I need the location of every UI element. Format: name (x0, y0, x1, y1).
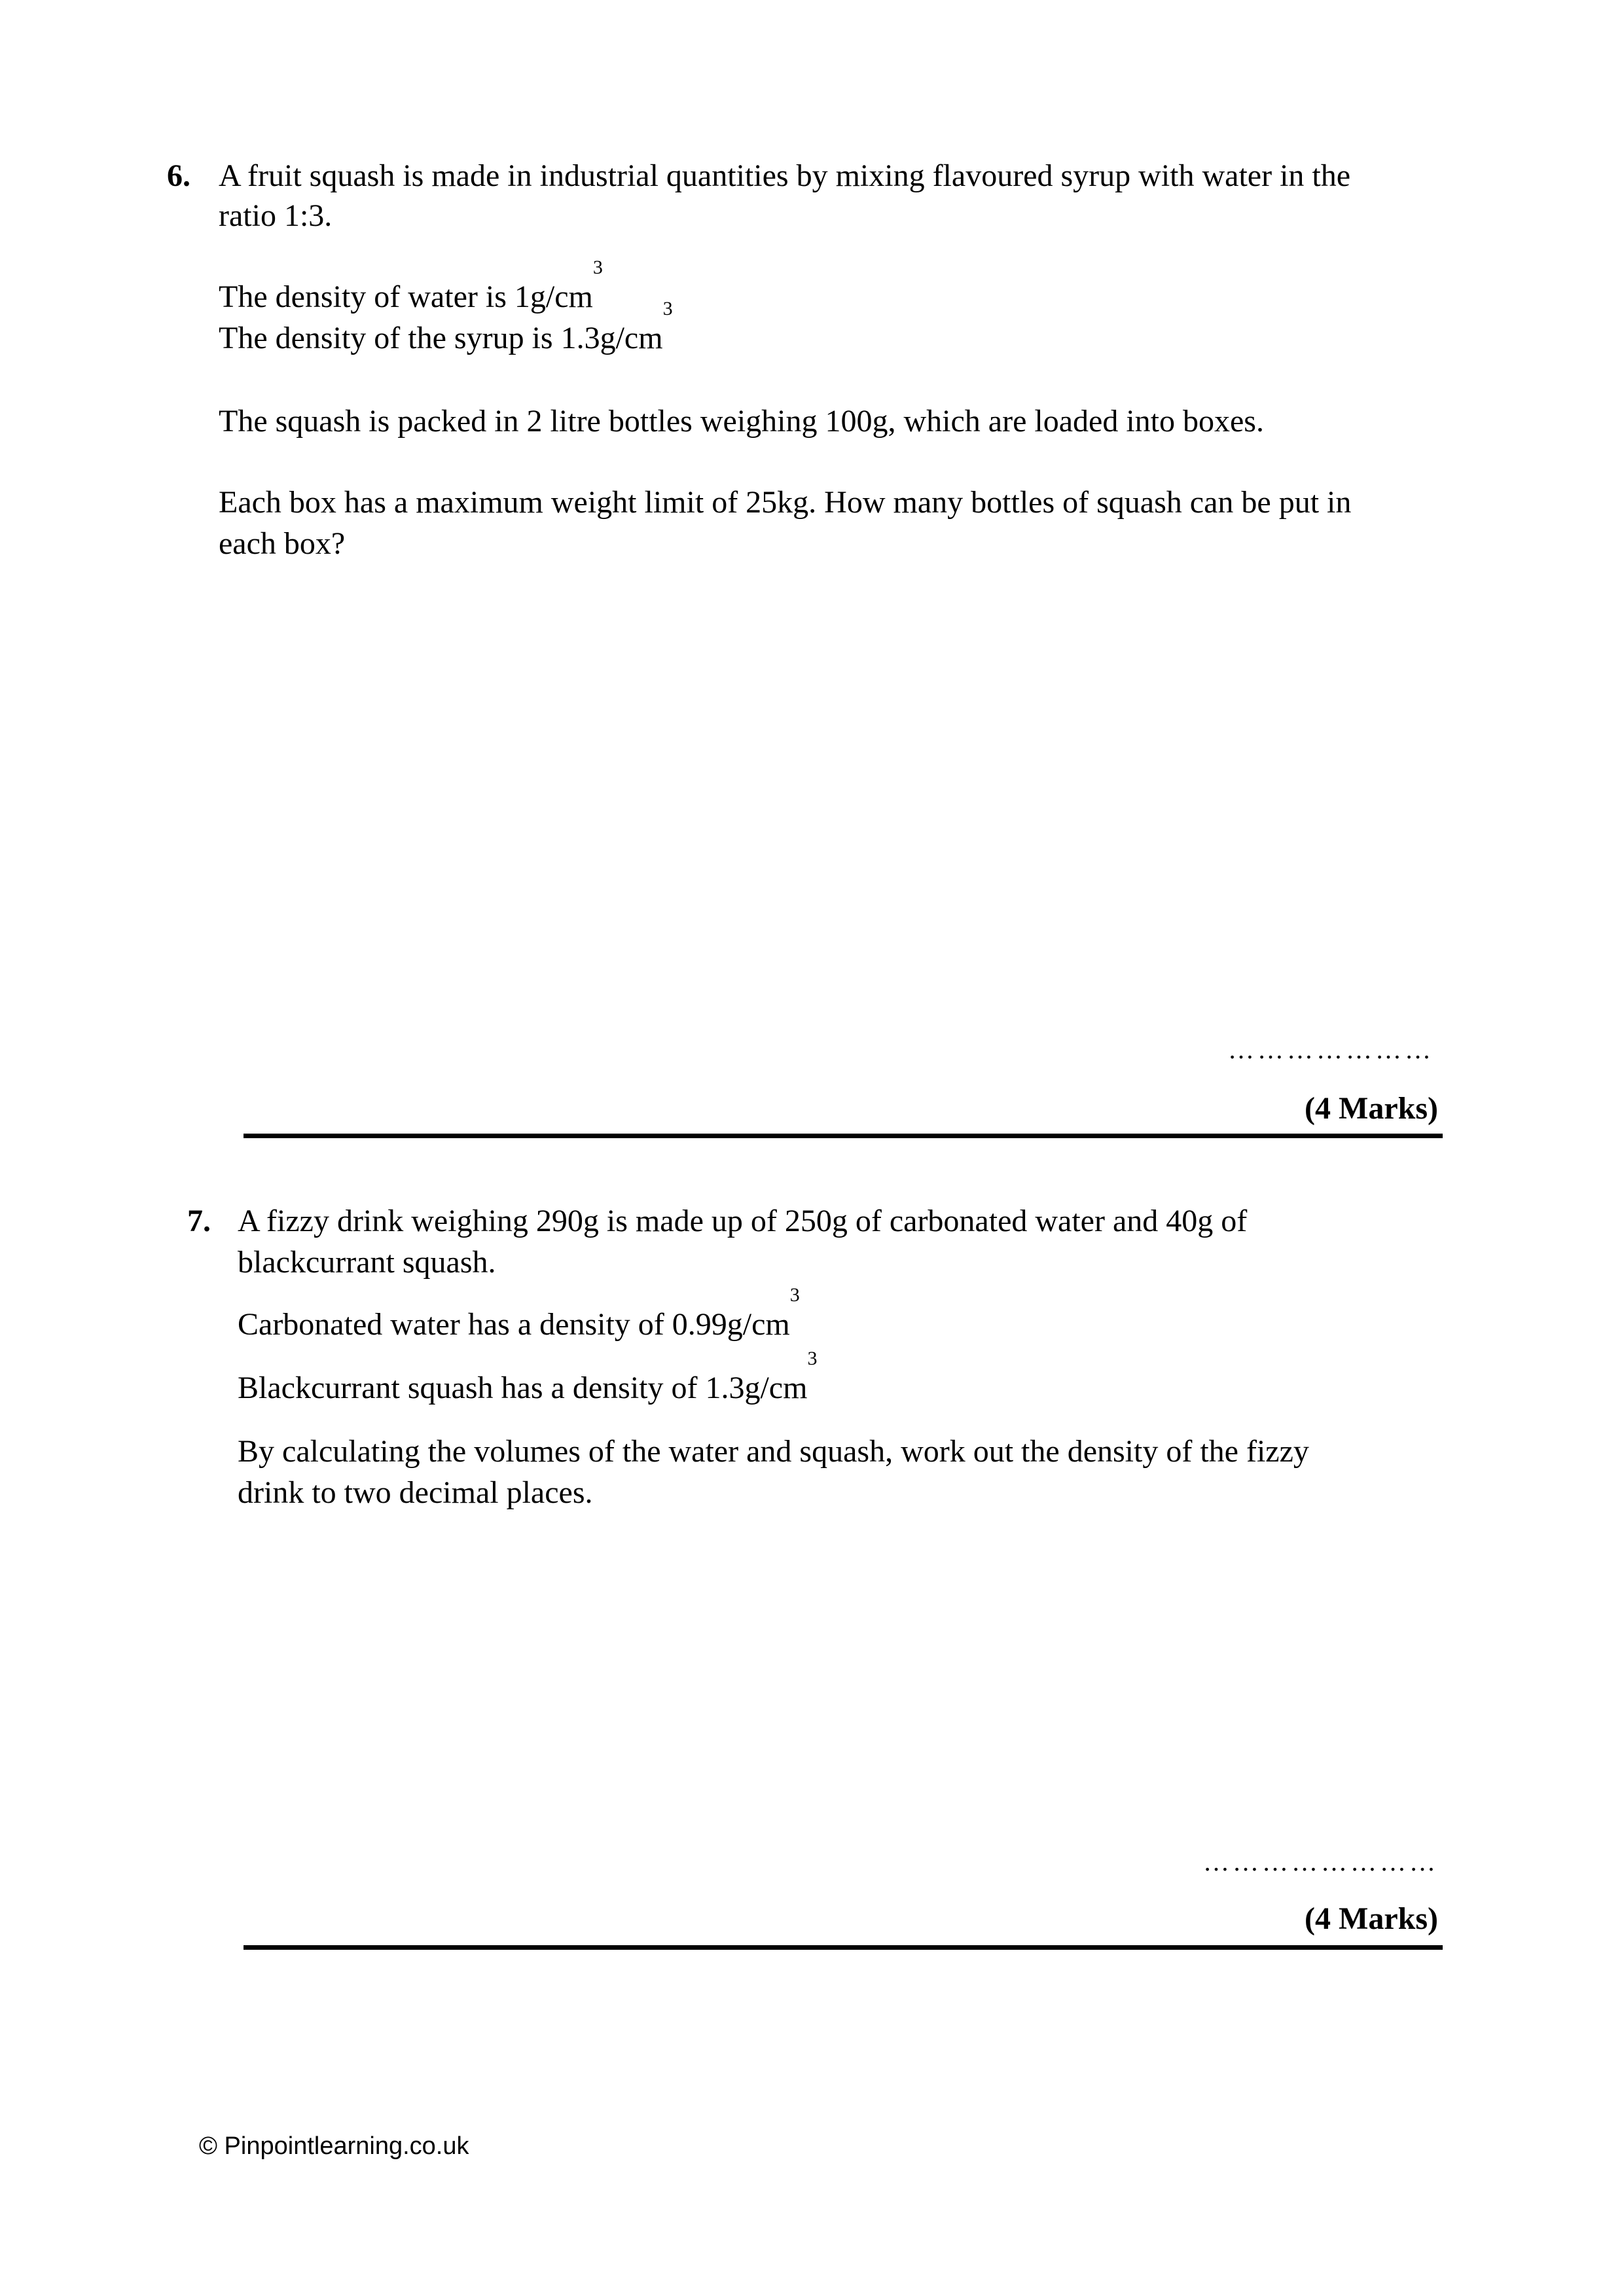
text: The density of the syrup is 1.3g/cm (219, 321, 663, 355)
text: Carbonated water has a density of 0.99g/cm (238, 1307, 790, 1342)
question-text-line: A fruit squash is made in industrial quantities by mixing flavoured syrup with water in the (219, 158, 1351, 193)
copyright-footer: © Pinpointlearning.co.uk (199, 2132, 469, 2160)
water-density-line (219, 257, 603, 317)
question-text-line: drink to two decimal places. (238, 1475, 593, 1510)
question-number: 6. (167, 158, 190, 193)
section-divider (244, 1945, 1443, 1950)
marks-label: (4 Marks) (1305, 1091, 1438, 1126)
syrup-density-line (219, 298, 673, 358)
question-text-line: By calculating the volumes of the water and squash, work out the density of the fizzy (238, 1434, 1309, 1469)
superscript: 3 (807, 1348, 818, 1369)
answer-line[interactable]: ………………… (1228, 1035, 1434, 1064)
answer-line[interactable]: …………………… (1203, 1847, 1439, 1876)
text: The density of water is 1g/cm (219, 279, 593, 314)
marks-label: (4 Marks) (1305, 1901, 1438, 1936)
question-text-line: ratio 1:3. (219, 198, 333, 233)
superscript: 3 (662, 298, 673, 319)
water-density-line (238, 1284, 800, 1344)
question-text-line: The squash is packed in 2 litre bottles weighing 100g, which are loaded into boxes. (219, 404, 1264, 439)
question-text-line: blackcurrant squash. (238, 1245, 496, 1280)
question-text-line: each box? (219, 526, 346, 561)
squash-density-line (238, 1348, 818, 1408)
section-divider (244, 1134, 1443, 1138)
superscript: 3 (789, 1284, 800, 1306)
question-number: 7. (187, 1204, 211, 1238)
question-text-line: Each box has a maximum weight limit of 25kg. How many bottles of squash can be put in (219, 485, 1352, 520)
text: Blackcurrant squash has a density of 1.3g/cm (238, 1371, 808, 1405)
superscript: 3 (592, 257, 603, 278)
question-text-line: A fizzy drink weighing 290g is made up of 250g of carbonated water and 40g of (238, 1204, 1248, 1238)
